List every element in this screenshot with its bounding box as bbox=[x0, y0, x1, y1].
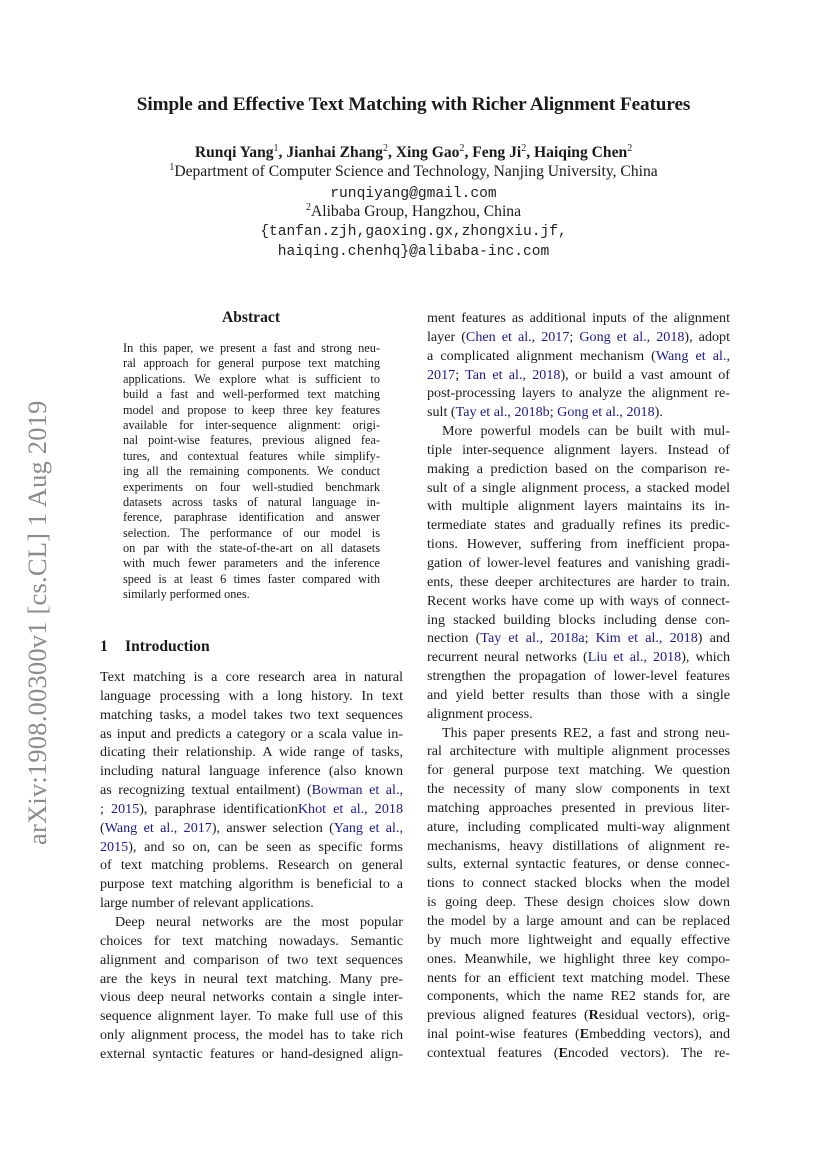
arxiv-identifier: arXiv:1908.00300v1 [cs.CL] 1 Aug 2019 bbox=[22, 400, 52, 845]
text-line bbox=[427, 309, 730, 328]
abstract-line: on par with the state-of-the-art on all datasets bbox=[123, 541, 380, 556]
text-segment: previous aligned features ( bbox=[427, 1007, 589, 1024]
text-segment: ). bbox=[654, 404, 663, 421]
text-segment: ( bbox=[100, 819, 105, 836]
text-line bbox=[427, 742, 730, 761]
abstract-line: selection. The performance of our model is bbox=[123, 525, 380, 540]
citation-link[interactable]: Wang et al., 2017 bbox=[104, 819, 212, 836]
citation-link[interactable]: 2015 bbox=[100, 838, 129, 855]
text-segment: only alignment process, the model has to take rich bbox=[100, 1027, 403, 1044]
text-line bbox=[100, 988, 403, 1007]
text-line bbox=[427, 1006, 730, 1025]
text-line bbox=[100, 970, 403, 989]
text-line bbox=[100, 687, 403, 706]
text-line bbox=[427, 648, 730, 667]
text-segment: are the keys in neural text matching. Many pre- bbox=[100, 970, 403, 987]
text-line bbox=[427, 1044, 730, 1063]
text-segment: for general purpose text matching. We question bbox=[427, 762, 730, 779]
affiliation-mark: 2 bbox=[627, 143, 633, 154]
affiliation-name: Alibaba Group, Hangzhou, China bbox=[310, 203, 522, 220]
text-segment: ment features as additional inputs of the alignment bbox=[427, 310, 730, 326]
text-line bbox=[100, 838, 403, 857]
text-line bbox=[427, 799, 730, 818]
author-list: Runqi Yang$^1$, Jianhai Zhang$^2$, Xing Gao$^2$, Feng Ji$^2$, Haiqing Chen$^2$ bbox=[194, 143, 633, 161]
abstract-line: nal point-wise features, previous aligned fea- bbox=[123, 433, 380, 448]
text-segment: as input and predicts a category or a scala value in- bbox=[100, 725, 403, 742]
text-segment: This paper presents RE2, a fast and strong neu- bbox=[442, 724, 730, 741]
text-segment: including natural language inference (also known bbox=[100, 763, 403, 780]
text-segment: ), adopt bbox=[684, 328, 730, 345]
affiliation-1 bbox=[0, 163, 827, 181]
text-segment: ) and bbox=[697, 630, 730, 647]
text-segment: external syntactic features or hand-designed align- bbox=[100, 1045, 403, 1062]
text-segment: vious deep neural networks contain a single inter- bbox=[100, 989, 403, 1006]
citation-link[interactable]: Wang et al., bbox=[655, 347, 730, 364]
text-line bbox=[100, 762, 403, 781]
text-segment: Recent works have come up with ways of connect- bbox=[427, 592, 730, 609]
text-segment: alignment and comparison of two text sequences bbox=[100, 951, 403, 968]
text-segment: tions. However, suffering from inefficient propa- bbox=[427, 536, 730, 553]
text-line bbox=[427, 724, 730, 743]
abstract-line: with much fewer parameters and the inference bbox=[123, 556, 380, 571]
text-line bbox=[100, 1007, 403, 1026]
text-segment: More powerful models can be built with mul- bbox=[442, 423, 730, 440]
text-segment: a complicated alignment mechanism ( bbox=[427, 347, 656, 364]
text-line bbox=[427, 912, 730, 931]
text-segment: strengthen the propagation of lower-level features bbox=[427, 668, 730, 685]
text-segment: gation of lower-level features and vanishing gradi- bbox=[427, 554, 730, 571]
text-segment: Deep neural networks are the most popular bbox=[115, 913, 403, 930]
text-line bbox=[427, 366, 730, 385]
text-line bbox=[427, 403, 730, 422]
abstract-line: similarly performed ones. bbox=[123, 587, 250, 602]
text-segment: sult of a single alignment process, a stacked model bbox=[427, 479, 730, 496]
affiliation-name: Department of Computer Science and Technology, Nanjing University, China bbox=[174, 163, 658, 180]
abstract-line: datasets across tasks of natural language in- bbox=[123, 494, 380, 509]
text-segment: termediate states and gradually refines its predic- bbox=[427, 517, 730, 534]
text-segment: mechanisms, heavy distillations of alignment re- bbox=[427, 837, 730, 854]
text-line bbox=[427, 837, 730, 856]
author: Feng Ji bbox=[472, 144, 522, 161]
text-segment: the necessity of many slow components in text bbox=[427, 781, 730, 798]
affiliation-mark: 2 bbox=[382, 143, 388, 154]
bold-letter: R bbox=[588, 1007, 599, 1024]
text-line bbox=[427, 384, 730, 403]
right-column-text bbox=[427, 309, 730, 1063]
text-segment: inal point-wise features ( bbox=[427, 1026, 580, 1043]
text-segment: matching tasks, a model takes two text sequences bbox=[100, 706, 403, 723]
text-line bbox=[427, 667, 730, 686]
affiliation-mark: 1 bbox=[273, 143, 279, 154]
text-line bbox=[100, 819, 403, 838]
citation-link[interactable]: Tan et al., 2018 bbox=[465, 366, 561, 383]
text-segment: language processing with a long history. In text bbox=[100, 687, 403, 704]
text-line bbox=[100, 1026, 403, 1045]
text-segment: tiple inter-sequence alignment layers. Instead of bbox=[427, 441, 730, 458]
text-line bbox=[100, 706, 403, 725]
citation-link[interactable]: Yang et al., bbox=[333, 819, 403, 836]
text-segment: mbedding vectors), and bbox=[589, 1026, 730, 1043]
bold-letter: E bbox=[579, 1026, 590, 1043]
text-segment: layer ( bbox=[427, 328, 466, 345]
text-segment: esidual vectors), orig- bbox=[598, 1007, 730, 1024]
text-line bbox=[100, 875, 403, 894]
text-line bbox=[100, 743, 403, 762]
text-segment: nection ( bbox=[427, 630, 481, 647]
abstract-line: ral approach for general purpose text matching bbox=[123, 356, 380, 371]
text-segment: of text matching problems. Research on general bbox=[100, 857, 403, 874]
text-segment: tions to connect stacked blocks when the model bbox=[427, 875, 730, 892]
citation-link[interactable]: Tay et al., 2018a bbox=[480, 630, 585, 647]
text-line bbox=[427, 479, 730, 498]
affiliation-mark: 2 bbox=[305, 202, 311, 213]
text-line bbox=[427, 554, 730, 573]
text-segment: and yield better results than those with a single bbox=[427, 686, 730, 703]
citation-link[interactable]: Tay et al., 2018b bbox=[455, 404, 550, 421]
email-1: runqiyang@gmail.com bbox=[330, 186, 497, 202]
text-segment: contextual features ( bbox=[427, 1044, 559, 1061]
abstract-line: build a fast and well-performed text matching bbox=[123, 387, 380, 402]
affiliation-mark: 1 bbox=[169, 162, 175, 173]
text-line bbox=[427, 573, 730, 592]
text-line bbox=[427, 931, 730, 950]
text-segment: the model by a large amount and can be replaced bbox=[427, 913, 730, 929]
abstract-line: In this paper, we present a fast and strong neu- bbox=[123, 341, 380, 355]
text-segment: sults, external syntactic features, or dense connec- bbox=[427, 856, 730, 873]
text-line bbox=[427, 987, 730, 1006]
text-line bbox=[427, 950, 730, 969]
citation-link[interactable]: 2017 bbox=[427, 366, 456, 383]
text-line bbox=[427, 611, 730, 630]
abstract-line: ing all the remaining components. We conduct bbox=[123, 464, 380, 479]
text-segment: sult ( bbox=[427, 404, 456, 421]
abstract-heading: Abstract bbox=[221, 309, 281, 326]
left-column-text bbox=[100, 668, 403, 1064]
text-line bbox=[427, 686, 730, 705]
text-segment: ones. Meanwhile, we highlight three key compo- bbox=[427, 950, 730, 967]
text-segment: ature, including complicated multi-way alignment bbox=[427, 818, 730, 835]
text-segment: ), which bbox=[681, 649, 730, 666]
text-segment: ), or build a vast amount of bbox=[560, 366, 730, 383]
text-segment: post-processing layers to analyze the alignment re- bbox=[427, 385, 730, 402]
text-line bbox=[100, 913, 403, 932]
text-line bbox=[427, 1025, 730, 1044]
text-line bbox=[427, 497, 730, 516]
section-heading-introduction bbox=[100, 638, 210, 656]
abstract-line: applications. We explore what is sufficient to bbox=[123, 371, 380, 386]
text-segment: ncoded vectors). The re- bbox=[567, 1044, 730, 1061]
text-segment: ; bbox=[584, 630, 596, 647]
text-segment: sequence alignment layer. To make full use of this bbox=[100, 1008, 403, 1025]
text-line bbox=[100, 932, 403, 951]
text-segment: ; bbox=[549, 404, 558, 421]
text-line bbox=[427, 422, 730, 441]
text-segment: ; bbox=[100, 800, 112, 817]
text-segment: as recognizing textual entailment) ( bbox=[100, 782, 312, 799]
text-line bbox=[100, 894, 403, 913]
abstract-line: tures, and contextual features while simplify- bbox=[123, 448, 380, 463]
abstract-line: model and propose to keep three key features bbox=[123, 402, 380, 417]
text-line bbox=[100, 800, 403, 819]
author: Haiqing Chen bbox=[534, 144, 628, 161]
text-line bbox=[100, 1045, 403, 1064]
citation-link[interactable]: Khot et al., 2018 bbox=[297, 800, 403, 817]
text-segment: Text matching is a core research area in natural bbox=[100, 669, 403, 685]
text-segment: ), and so on, can be seen as specific forms bbox=[128, 838, 403, 855]
text-line bbox=[100, 856, 403, 875]
citation-link[interactable]: Gong et al., 2018 bbox=[557, 404, 655, 421]
text-line bbox=[427, 441, 730, 460]
abstract-line: speed is at least 6 times faster compared with bbox=[123, 571, 380, 586]
text-line bbox=[427, 874, 730, 893]
text-segment: ing stacked building blocks including dense con- bbox=[427, 611, 730, 628]
text-segment: ral architecture with multiple alignment processes bbox=[427, 743, 730, 760]
email-2-line-2: haiqing.chenhq}@alibaba-inc.com bbox=[277, 244, 550, 260]
text-segment: matching approaches presented in previous liter- bbox=[427, 799, 730, 816]
text-line bbox=[100, 951, 403, 970]
text-line bbox=[427, 347, 730, 366]
text-line bbox=[427, 516, 730, 535]
paper-title: Simple and Effective Text Matching with Richer Alignment Features bbox=[136, 94, 691, 115]
text-segment: alignment process. bbox=[427, 705, 533, 722]
text-line bbox=[427, 629, 730, 648]
text-line bbox=[427, 780, 730, 799]
text-segment: nents for an efficient text matching model. These bbox=[427, 969, 730, 986]
author: Xing Gao bbox=[395, 144, 460, 161]
text-segment: ), answer selection ( bbox=[211, 819, 334, 836]
section-number: 1 bbox=[100, 638, 108, 655]
text-segment: large number of relevant applications. bbox=[100, 895, 314, 912]
abstract-line: available for inter-sequence alignment: origi- bbox=[123, 417, 380, 432]
text-segment: ents, these deeper architectures are harder to train. bbox=[427, 573, 730, 590]
text-segment: components, which the name RE2 stands for, are bbox=[427, 988, 730, 1005]
text-segment: choices for text matching nowadays. Semantic bbox=[100, 932, 403, 949]
abstract-line: experiments on four well-studied benchmark bbox=[123, 479, 380, 494]
text-line bbox=[100, 725, 403, 744]
author: Jianhai Zhang bbox=[286, 144, 383, 161]
text-line bbox=[427, 592, 730, 611]
text-segment: is going deep. These design choices slow down bbox=[427, 894, 730, 911]
text-line bbox=[427, 705, 730, 724]
text-segment: dicating their relationship. A wide range of tasks, bbox=[100, 744, 403, 761]
text-line bbox=[427, 535, 730, 554]
text-line bbox=[427, 969, 730, 988]
affiliation-2 bbox=[0, 203, 827, 221]
text-line bbox=[100, 781, 403, 800]
text-line bbox=[427, 460, 730, 479]
author: Runqi Yang bbox=[194, 144, 274, 161]
citation-link[interactable]: 2015 bbox=[111, 800, 140, 817]
citation-link[interactable]: Chen et al., 2017 bbox=[465, 328, 570, 345]
text-segment: ; bbox=[455, 366, 466, 383]
citation-link[interactable]: Bowman et al., bbox=[311, 782, 403, 799]
section-title: Introduction bbox=[125, 638, 210, 655]
citation-link[interactable]: Liu et al., 2018 bbox=[587, 649, 682, 666]
text-segment: with multiple alignment layers maintains its in- bbox=[427, 498, 730, 515]
bold-letter: E bbox=[558, 1044, 568, 1061]
abstract-line: ference, paraphrase identification and answer bbox=[123, 510, 380, 525]
text-line bbox=[427, 818, 730, 837]
text-segment: recurrent neural networks ( bbox=[427, 649, 588, 666]
text-segment: ; bbox=[569, 328, 580, 345]
text-segment: purpose text matching algorithm is beneficial to a bbox=[100, 876, 403, 893]
affiliation-mark: 2 bbox=[459, 143, 465, 154]
text-line bbox=[100, 668, 403, 687]
citation-link[interactable]: Gong et al., 2018 bbox=[579, 328, 685, 345]
text-segment: ), paraphrase identification bbox=[139, 800, 298, 817]
abstract-body bbox=[123, 341, 380, 603]
text-line bbox=[427, 761, 730, 780]
text-line bbox=[427, 855, 730, 874]
text-segment: by much more lightweight and equally effective bbox=[427, 931, 730, 948]
text-segment: making a prediction based on the comparison re- bbox=[427, 460, 730, 477]
affiliation-mark: 2 bbox=[521, 143, 527, 154]
citation-link[interactable]: Kim et al., 2018 bbox=[595, 630, 698, 647]
text-line bbox=[427, 893, 730, 912]
email-2-line-1: {tanfan.zjh,gaoxing.gx,zhongxiu.jf, bbox=[260, 224, 567, 240]
text-line bbox=[427, 328, 730, 347]
